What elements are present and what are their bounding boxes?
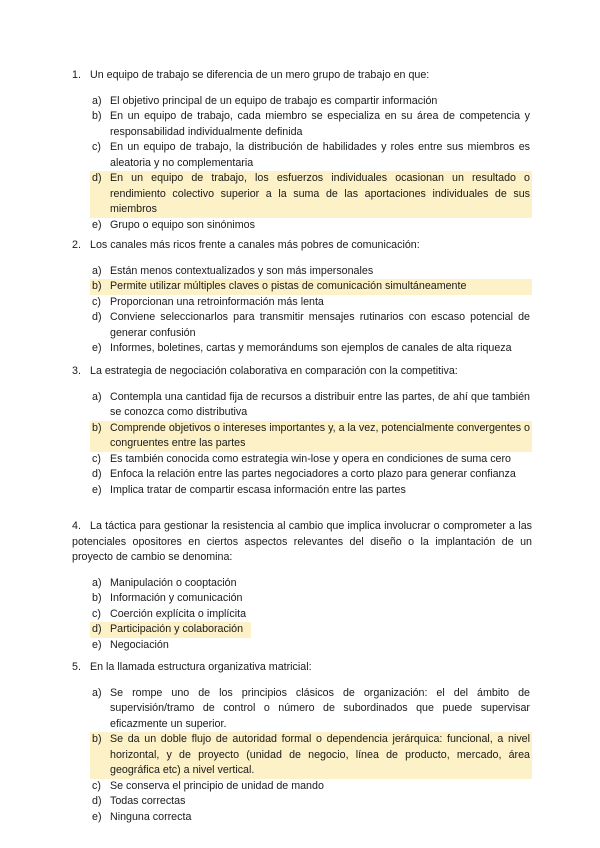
option-text: Información y comunicación bbox=[110, 592, 243, 604]
option-text: Coerción explícita o implícita bbox=[110, 607, 247, 620]
option-text: Enfoca la relación entre las partes negociadores a corto plazo para generar confianza bbox=[110, 468, 516, 480]
question-text bbox=[72, 519, 532, 566]
option-text: El objetivo principal de un equipo de trabajo es compartir información bbox=[110, 94, 438, 107]
option-letter: a) bbox=[92, 94, 102, 107]
option-text: Ninguna correcta bbox=[110, 810, 192, 823]
option-letter: b) bbox=[92, 733, 102, 745]
option-d bbox=[90, 310, 532, 341]
option-letter: a) bbox=[92, 264, 102, 277]
question-text bbox=[72, 660, 532, 676]
option-a bbox=[90, 264, 532, 280]
option-text: Permite utilizar múltiples claves o pistas de comunicación simultáneamente bbox=[110, 280, 467, 292]
option-letter: b) bbox=[92, 110, 102, 122]
question-number: 1. bbox=[72, 69, 81, 81]
question-4 bbox=[72, 519, 532, 653]
option-text: En un equipo de trabajo, los esfuerzos individuales ocasionan un resultado o rendimiento colectivo superior a la suma de las aportaciones individuales de sus miembros bbox=[110, 172, 530, 215]
option-b bbox=[90, 591, 532, 607]
option-letter: a) bbox=[92, 686, 102, 699]
option-c bbox=[90, 607, 532, 623]
option-letter: a) bbox=[92, 390, 102, 403]
option-e bbox=[90, 218, 532, 234]
options-list bbox=[72, 686, 532, 826]
question-number: 4. bbox=[72, 520, 81, 532]
option-text: Proporcionan una retroinformación más lenta bbox=[110, 295, 324, 308]
question-text bbox=[72, 364, 532, 380]
option-c bbox=[90, 295, 532, 311]
option-letter: b) bbox=[92, 421, 102, 434]
option-text: Participación y colaboración bbox=[110, 623, 244, 635]
option-c bbox=[90, 452, 532, 468]
option-text: Es también conocida como estrategia win-lose y opera en condiciones de suma cero bbox=[110, 452, 512, 465]
option-letter: c) bbox=[92, 295, 101, 308]
option-a bbox=[90, 686, 532, 733]
option-d-highlighted bbox=[90, 622, 251, 638]
options-list bbox=[72, 264, 532, 357]
option-e bbox=[90, 483, 532, 499]
option-letter: c) bbox=[92, 779, 101, 792]
option-letter: d) bbox=[92, 172, 102, 184]
option-c bbox=[90, 779, 532, 795]
option-letter: b) bbox=[92, 280, 102, 292]
option-letter: d) bbox=[92, 468, 102, 480]
option-letter: c) bbox=[92, 452, 101, 465]
question-text bbox=[72, 238, 532, 254]
options-list bbox=[72, 390, 532, 499]
option-text: Implica tratar de compartir escasa información entre las partes bbox=[110, 483, 406, 496]
option-b bbox=[90, 109, 532, 140]
option-text: Se da un doble flujo de autoridad formal o dependencia jerárquica: funcional, a nivel horizontal, y de proyecto (unidad de negocio, línea de producto, mercado, área geográfica etc) a nivel vertical. bbox=[110, 733, 530, 776]
question-number: 3. bbox=[72, 365, 81, 377]
options-list bbox=[72, 94, 532, 234]
question-2 bbox=[72, 238, 532, 357]
option-e bbox=[90, 810, 532, 826]
options-list bbox=[72, 576, 532, 654]
option-letter: d) bbox=[92, 795, 102, 807]
option-a bbox=[90, 576, 532, 592]
option-b-highlighted bbox=[90, 732, 532, 779]
option-letter: e) bbox=[92, 483, 102, 496]
option-text: Contempla una cantidad fija de recursos a distribuir entre las partes, de ahí que también se conozca como distributiva bbox=[110, 390, 530, 418]
option-d bbox=[90, 794, 532, 810]
question-label: Los canales más ricos frente a canales más pobres de comunicación: bbox=[90, 239, 420, 251]
option-letter: b) bbox=[92, 592, 102, 604]
option-text: Están menos contextualizados y son más impersonales bbox=[110, 264, 374, 277]
option-text: Manipulación o cooptación bbox=[110, 576, 237, 589]
option-letter: d) bbox=[92, 623, 102, 635]
option-letter: e) bbox=[92, 342, 102, 354]
option-letter: a) bbox=[92, 576, 102, 589]
option-text: Se conserva el principio de unidad de mando bbox=[110, 779, 324, 792]
question-1 bbox=[72, 68, 532, 233]
option-e bbox=[90, 341, 532, 357]
question-label: La táctica para gestionar la resistencia al cambio que implica involucrar o comprometer a las potenciales opositores en ciertos aspectos relevantes del diseño o la implantación de un proyecto de cambio se denomina: bbox=[72, 520, 532, 563]
option-c bbox=[90, 140, 532, 171]
option-d bbox=[90, 467, 532, 483]
option-letter: d) bbox=[92, 311, 102, 323]
option-letter: c) bbox=[92, 141, 101, 153]
question-number: 2. bbox=[72, 239, 81, 251]
question-label: Un equipo de trabajo se diferencia de un mero grupo de trabajo en que: bbox=[90, 69, 430, 81]
option-a bbox=[90, 94, 532, 110]
option-text: Se rompe uno de los principios clásicos de organización: el del ámbito de supervisión/tramo de control o número de subordinados que puede supervisar eficazmente un superior. bbox=[110, 686, 530, 730]
option-letter: e) bbox=[92, 638, 102, 651]
option-a bbox=[90, 390, 532, 421]
option-letter: e) bbox=[92, 218, 102, 231]
option-text: Negociación bbox=[110, 638, 169, 651]
option-letter: e) bbox=[92, 810, 102, 823]
option-text: Conviene seleccionarlos para transmitir mensajes rutinarios con escaso potencial de generar confusión bbox=[110, 311, 530, 339]
option-text: En un equipo de trabajo, la distribución de habilidades y roles entre sus miembros es aleatoria y no complementaria bbox=[110, 141, 530, 169]
option-e bbox=[90, 638, 532, 654]
option-text: Grupo o equipo son sinónimos bbox=[110, 218, 255, 231]
question-label: En la llamada estructura organizativa matricial: bbox=[90, 661, 312, 673]
option-text: Comprende objetivos o intereses importantes y, a la vez, potencialmente convergentes o congruentes entre las partes bbox=[110, 421, 530, 449]
question-text bbox=[72, 68, 532, 84]
question-3 bbox=[72, 364, 532, 498]
option-d-highlighted bbox=[90, 171, 532, 218]
option-b-highlighted bbox=[90, 421, 532, 452]
option-text: Todas correctas bbox=[110, 795, 186, 807]
option-text: En un equipo de trabajo, cada miembro se especializa en su área de competencia y responsabilidad individualmente definida bbox=[110, 110, 530, 138]
question-5 bbox=[72, 660, 532, 825]
option-letter: c) bbox=[92, 607, 101, 620]
question-label: La estrategia de negociación colaborativa en comparación con la competitiva: bbox=[90, 365, 458, 377]
option-text: Informes, boletines, cartas y memorándums son ejemplos de canales de alta riqueza bbox=[110, 342, 512, 354]
option-b-highlighted bbox=[90, 279, 532, 295]
question-number: 5. bbox=[72, 661, 81, 673]
